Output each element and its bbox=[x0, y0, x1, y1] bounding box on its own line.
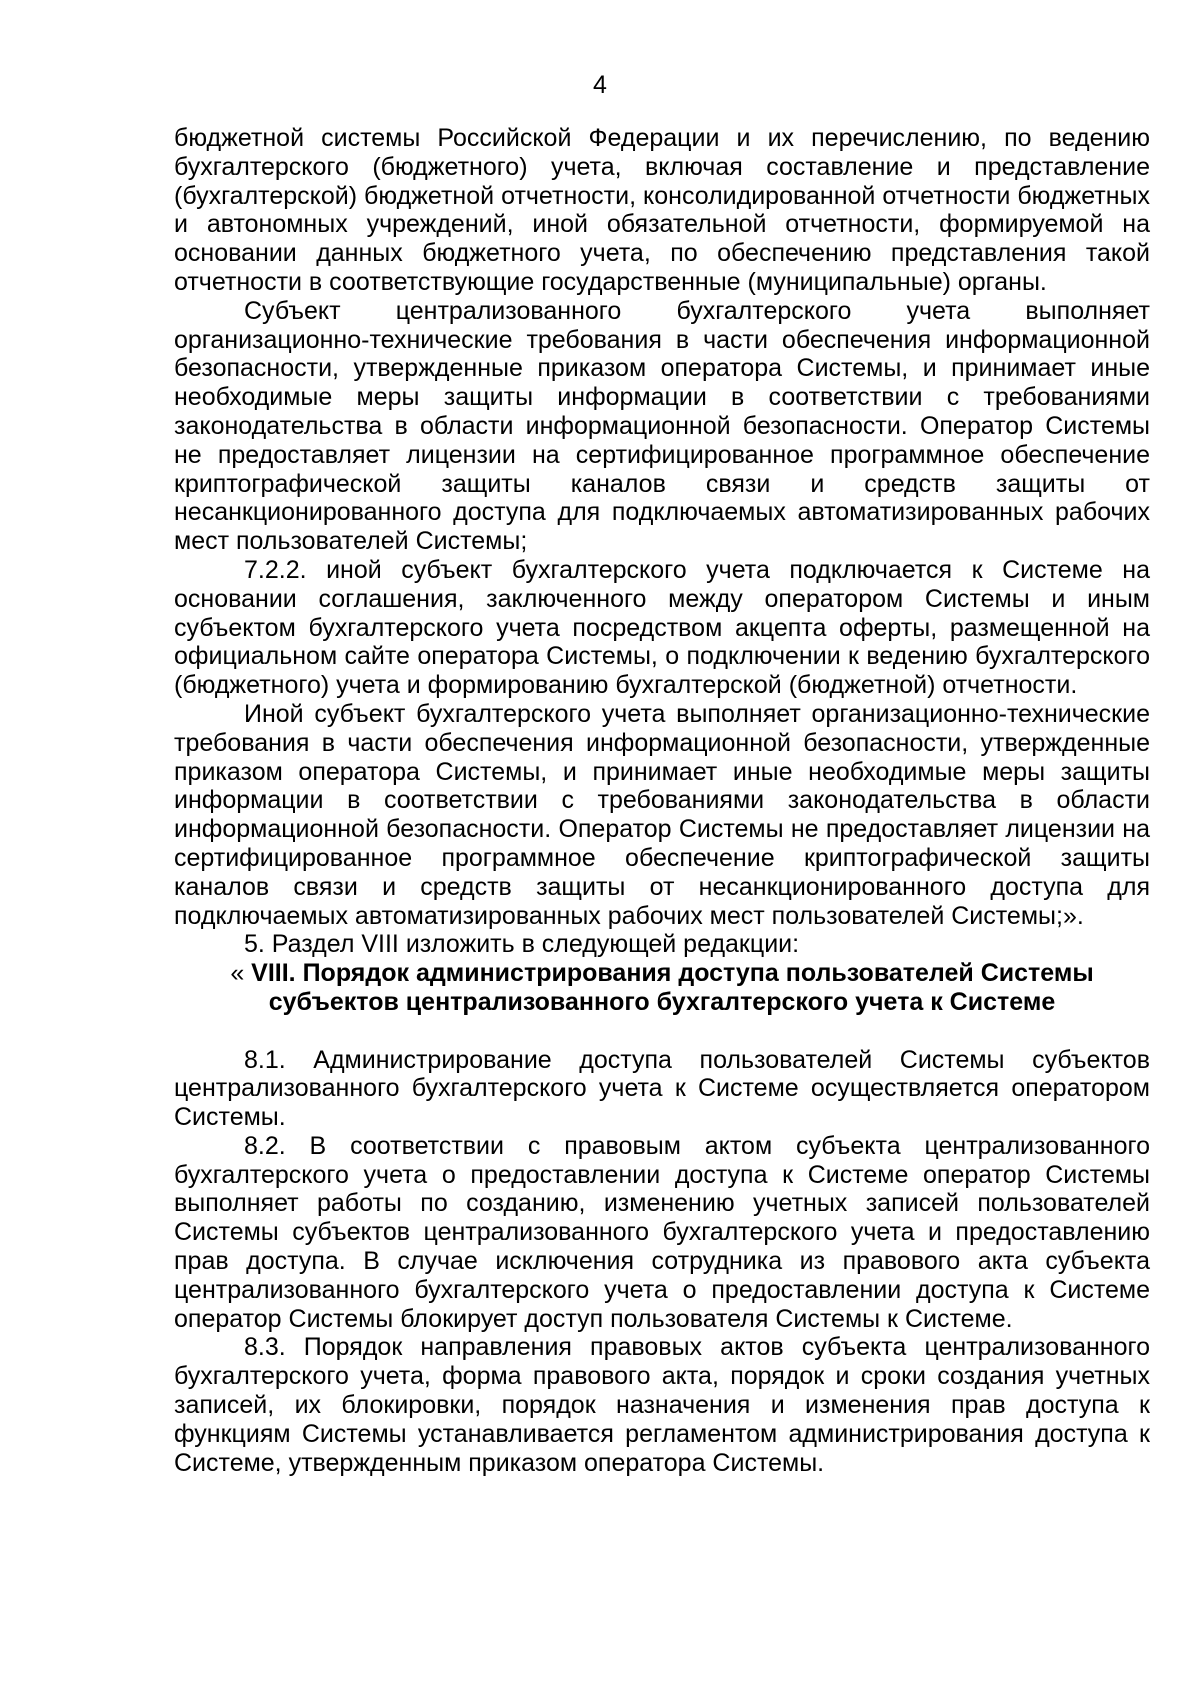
section-title bbox=[174, 959, 1150, 1017]
document-body bbox=[174, 124, 1150, 1477]
paragraph-8-2: 8.2. В соответствии с правовым актом субъекта централизованного бухгалтерского учета о предоставлении доступа к Системе оператор Системы выполняет работы по созданию, изменению учетных записей пользователей Системы субъектов централизованного бухгалтерского учета и предоставлению прав доступа. В случае исключения сотрудника из правового акта субъекта централизованного бухгалтерского учета о предоставлении доступа к Системе оператор Системы блокирует доступ пользователя Системы к Системе. bbox=[174, 1131, 1150, 1333]
paragraph-7-2-2: 7.2.2. иной субъект бухгалтерского учета подключается к Системе на основании соглашения, заключенного между оператором Системы и иным субъектом бухгалтерского учета посредством акцепта оферты, размещенной на официальном сайте оператора Системы, о подключении к ведению бухгалтерского (бюджетного) учета и формированию бухгалтерской (бюджетной) отчетности. bbox=[174, 555, 1150, 700]
blank-line bbox=[174, 1017, 1150, 1046]
paragraph-centralized-subject-security: Субъект централизованного бухгалтерского учета выполняет организационно-технические требования в части обеспечения информационной безопасности, утвержденные приказом оператора Системы, и принимает иные необходимые меры защиты информации в соответствии с требованиями законодательства в области информационной безопасности. Оператор Системы не предоставляет лицензии на сертифицированное программное обеспечение криптографической защиты каналов связи и средств защиты от несанкционированного доступа для подключаемых автоматизированных рабочих мест пользователей Системы; bbox=[174, 296, 1150, 556]
paragraph-other-subject-security: Иной субъект бухгалтерского учета выполняет организационно-технические требования в части обеспечения информационной безопасности, утвержденные приказом оператора Системы, и принимает иные необходимые меры защиты информации в соответствии с требованиями законодательства в области информационной безопасности. Оператор Системы не предоставляет лицензии на сертифицированное программное обеспечение криптографической защиты каналов связи и средств защиты от несанкционированного доступа для подключаемых автоматизированных рабочих мест пользователей Системы;». bbox=[174, 699, 1150, 930]
section-title-text-1: VIII. Порядок администрирования доступа пользователей Системы bbox=[251, 959, 1094, 988]
section-title-quote: « bbox=[230, 959, 245, 988]
paragraph-item-5: 5. Раздел VIII изложить в следующей редакции: bbox=[244, 930, 800, 959]
paragraph-continuation: бюджетной системы Российской Федерации и их перечислению, по ведению бухгалтерского (бюджетного) учета, включая составление и представление (бухгалтерской) бюджетной отчетности, консолидированной отчетности бюджетных и автономных учреждений, иной обязательной отчетности, формируемой на основании данных бюджетного учета, по обеспечению представления такой отчетности в соответствующие государственные (муниципальные) органы. bbox=[174, 124, 1150, 296]
section-title-line-1 bbox=[174, 959, 1150, 988]
page-number: 4 bbox=[593, 71, 607, 99]
section-title-line-2: субъектов централизованного бухгалтерского учета к Системе bbox=[268, 987, 1056, 1016]
paragraph-8-3: 8.3. Порядок направления правовых актов субъекта централизованного бухгалтерского учета, форма правового акта, порядок и сроки создания учетных записей, их блокировки, порядок назначения и изменения прав доступа к функциям Системы устанавливается регламентом администрирования доступа к Системе, утвержденным приказом оператора Системы. bbox=[174, 1333, 1150, 1477]
paragraph-8-1: 8.1. Администрирование доступа пользователей Системы субъектов централизованного бухгалтерского учета к Системе осуществляется оператором Системы. bbox=[174, 1045, 1150, 1132]
